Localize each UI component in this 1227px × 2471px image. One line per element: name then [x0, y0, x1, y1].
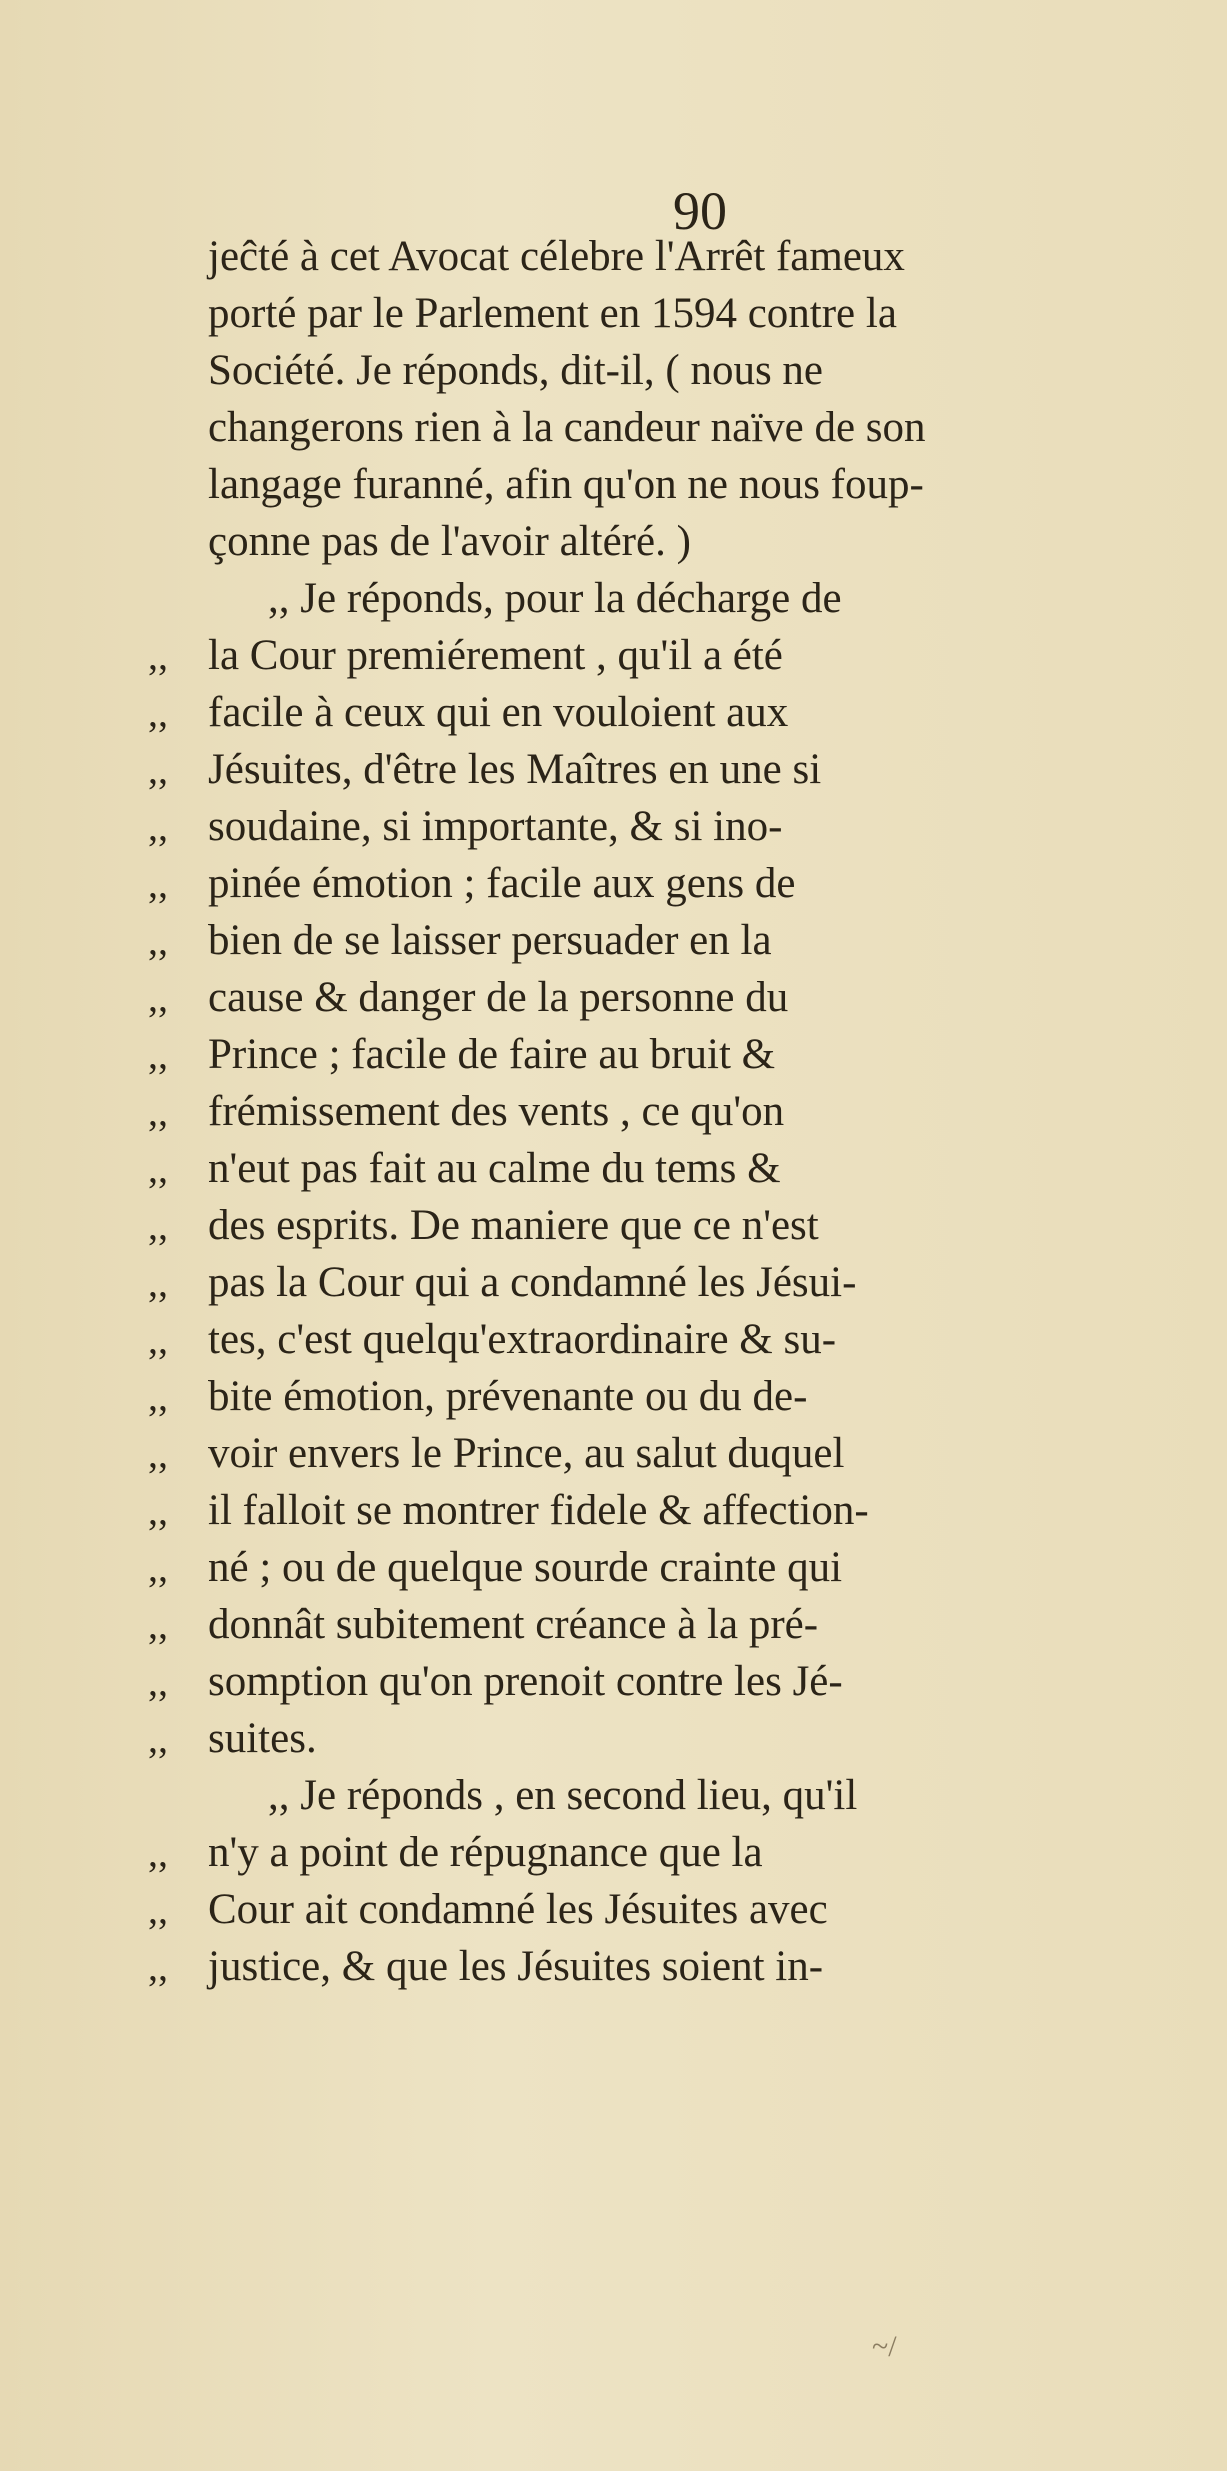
text-line: [148, 1254, 1198, 1311]
line-text: Cour ait condamné les Jésuites avec: [208, 1886, 828, 1933]
quote-mark: ,,: [148, 1887, 168, 1932]
text-line: [208, 1767, 1198, 1824]
text-line: [208, 228, 1198, 285]
line-text: il falloit se montrer fidele & affection-: [208, 1487, 869, 1534]
text-line: [148, 798, 1198, 855]
quote-mark: ,,: [148, 1374, 168, 1419]
line-text: suites.: [208, 1715, 317, 1762]
text-line: [148, 1425, 1198, 1482]
line-text: frémissement des vents , ce qu'on: [208, 1088, 785, 1135]
line-text: langage furanné, afin qu'on ne nous foup-: [208, 461, 924, 508]
body-text: [148, 228, 1198, 1995]
line-text: changerons rien à la candeur naïve de son: [208, 404, 926, 451]
text-line: [148, 1368, 1198, 1425]
text-line: [148, 1482, 1198, 1539]
text-line: [148, 1824, 1198, 1881]
line-text: ,, Je réponds , en second lieu, qu'il: [268, 1772, 858, 1819]
text-line: [148, 1596, 1198, 1653]
text-line: [208, 399, 1198, 456]
line-text: soudaine, si importante, & si ino-: [208, 803, 783, 850]
quote-mark: ,,: [148, 1260, 168, 1305]
quote-mark: ,,: [148, 1203, 168, 1248]
quote-mark: ,,: [148, 1089, 168, 1134]
quote-mark: ,,: [148, 747, 168, 792]
quote-mark: ,,: [148, 1944, 168, 1989]
line-text: jeĉté à cet Avocat célebre l'Arrêt fameux: [208, 233, 905, 280]
quote-mark: ,,: [148, 804, 168, 849]
line-text: somption qu'on prenoit contre les Jé-: [208, 1658, 843, 1705]
quote-mark: ,,: [148, 975, 168, 1020]
quote-mark: ,,: [148, 1659, 168, 1704]
quote-mark: ,,: [148, 1602, 168, 1647]
line-text: Société. Je réponds, dit-il, ( nous ne: [208, 347, 824, 394]
text-line: [208, 342, 1198, 399]
quote-mark: ,,: [148, 918, 168, 963]
text-line: [148, 741, 1198, 798]
page-number: 90: [673, 181, 727, 241]
text-line: [148, 1539, 1198, 1596]
line-text: çonne pas de l'avoir altéré. ): [208, 518, 691, 565]
line-text: tes, c'est quelqu'extraordinaire & su-: [208, 1316, 837, 1363]
quote-mark: ,,: [148, 1488, 168, 1533]
text-line: [148, 1083, 1198, 1140]
line-text: pas la Cour qui a condamné les Jésui-: [208, 1259, 857, 1306]
line-text: bien de se laisser persuader en la: [208, 917, 772, 964]
line-text: donnât subitement créance à la pré-: [208, 1601, 819, 1648]
text-line: [148, 855, 1198, 912]
text-line: [148, 912, 1198, 969]
text-line: [208, 456, 1198, 513]
line-text: né ; ou de quelque sourde crainte qui: [208, 1544, 843, 1591]
line-text: n'eut pas fait au calme du tems &: [208, 1145, 781, 1192]
text-line: [148, 1140, 1198, 1197]
quote-mark: ,,: [148, 633, 168, 678]
line-text: n'y a point de répugnance que la: [208, 1829, 763, 1876]
text-line: [148, 969, 1198, 1026]
quote-mark: ,,: [148, 1545, 168, 1590]
text-line: [148, 627, 1198, 684]
quote-mark: ,,: [148, 1830, 168, 1875]
line-text: Prince ; facile de faire au bruit &: [208, 1031, 776, 1078]
quote-mark: ,,: [148, 690, 168, 735]
text-line: [148, 684, 1198, 741]
text-line: [148, 1653, 1198, 1710]
line-text: voir envers le Prince, au salut duquel: [208, 1430, 845, 1477]
quote-mark: ,,: [148, 1716, 168, 1761]
text-line: [148, 1710, 1198, 1767]
text-line: [148, 1197, 1198, 1254]
quote-mark: ,,: [148, 1032, 168, 1077]
line-text: cause & danger de la personne du: [208, 974, 789, 1021]
text-line: [148, 1311, 1198, 1368]
line-text: des esprits. De maniere que ce n'est: [208, 1202, 819, 1249]
text-line: [208, 285, 1198, 342]
text-line: [148, 1881, 1198, 1938]
quote-mark: ,,: [148, 861, 168, 906]
line-text: justice, & que les Jésuites soient in-: [208, 1943, 824, 1990]
text-line: [148, 1026, 1198, 1083]
line-text: la Cour premiérement , qu'il a été: [208, 632, 783, 679]
line-text: pinée émotion ; facile aux gens de: [208, 860, 796, 907]
line-text: bite émotion, prévenante ou du de-: [208, 1373, 808, 1420]
quote-mark: ,,: [148, 1146, 168, 1191]
line-text: facile à ceux qui en vouloient aux: [208, 689, 789, 736]
line-text: Jésuites, d'être les Maîtres en une si: [208, 746, 822, 793]
line-text: porté par le Parlement en 1594 contre la: [208, 290, 897, 337]
text-line: [148, 1938, 1198, 1995]
ink-mark: ~/: [872, 2330, 897, 2363]
line-text: ,, Je réponds, pour la décharge de: [268, 575, 842, 622]
text-line: [208, 513, 1198, 570]
quote-mark: ,,: [148, 1431, 168, 1476]
text-line: [208, 570, 1198, 627]
quote-mark: ,,: [148, 1317, 168, 1362]
